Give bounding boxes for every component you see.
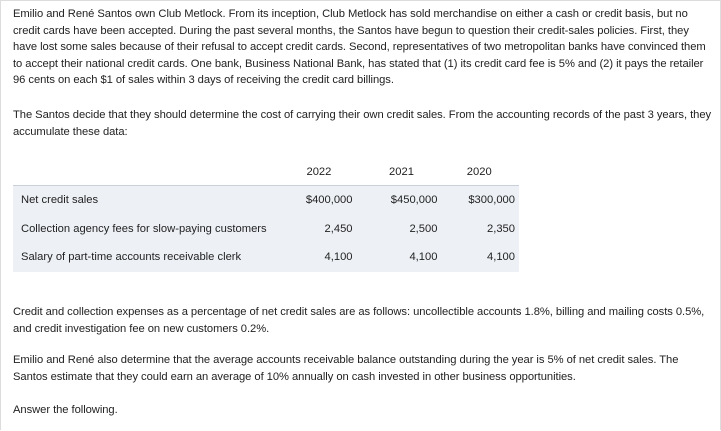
cell-2020: 4,100 bbox=[487, 251, 515, 264]
header-blank bbox=[13, 158, 275, 186]
credit-data-table bbox=[13, 158, 519, 272]
expenses-paragraph: Credit and collection expenses as a percentage of net credit sales are as follows: uncollectible accounts 1.8%, billing and mailing costs 0.5%, and credit investigation fee on new customers 0.2%. bbox=[13, 306, 705, 335]
header-2022: 2022 bbox=[275, 158, 357, 186]
row-label: Net credit sales bbox=[13, 186, 275, 215]
cell-2022: 4,100 bbox=[324, 251, 353, 264]
header-2021: 2021 bbox=[358, 158, 442, 186]
cell-2020: 2,350 bbox=[487, 222, 515, 235]
cell-2021: 2,500 bbox=[409, 222, 438, 235]
receivables-paragraph: Emilio and René also determine that the average accounts receivable balance outstanding during the year is 5% of net credit sales. The Santos estimate that they could earn an average of 10% annually on cash invested in other business opportunities. bbox=[13, 354, 679, 383]
table-header-row bbox=[13, 158, 519, 186]
table-row-collection-fees bbox=[13, 215, 519, 244]
table-row-clerk-salary bbox=[13, 243, 519, 272]
header-2020: 2020 bbox=[441, 158, 519, 186]
decision-paragraph: The Santos decide that they should determine the cost of carrying their own credit sales. From the accounting records of the past 3 years, they accumulate these data: bbox=[13, 109, 712, 138]
table-row-net-credit-sales bbox=[13, 186, 519, 215]
cell-2021: 4,100 bbox=[409, 251, 438, 264]
cell-2020: $300,000 bbox=[441, 186, 519, 215]
row-label: Salary of part-time accounts receivable clerk bbox=[21, 251, 242, 264]
cell-2021: $450,000 bbox=[358, 186, 442, 215]
answer-prompt: Answer the following. bbox=[13, 404, 118, 416]
cell-2022: 2,450 bbox=[324, 222, 353, 235]
intro-paragraph: Emilio and René Santos own Club Metlock. From its inception, Club Metlock has sold merchandise on either a cash or credit basis, but no credit cards have been accepted. During the past several months, the Santos have begun to question their credit-sales policies. First, they have lost some sales because of their refusal to accept credit cards. Second, representatives of two metropolitan banks have convinced them to accept their national credit cards. One bank, Business National Bank, has stated that (1) its credit card fee is 5% and (2) it pays the retailer 96 cents on each $1 of sales within 3 days of receiving the credit card billings. bbox=[13, 8, 706, 87]
row-label: Collection agency fees for slow-paying customers bbox=[21, 222, 267, 235]
cell-2022: $400,000 bbox=[275, 186, 357, 215]
